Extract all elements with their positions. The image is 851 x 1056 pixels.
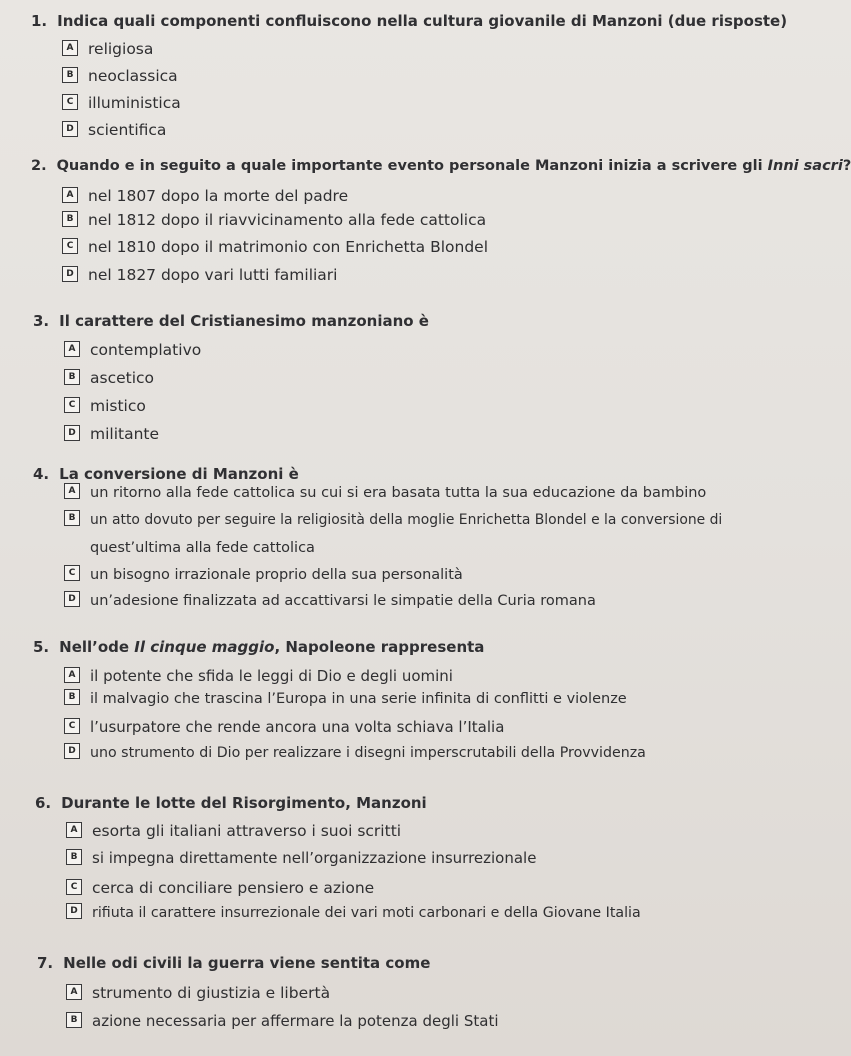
option-text: militante xyxy=(90,425,160,443)
option-text: nel 1810 dopo il matrimonio con Enrichetta Blondel xyxy=(88,238,488,256)
option-letter: A xyxy=(64,483,80,499)
question-text: La conversione di Manzoni è xyxy=(59,465,299,483)
question-number: 6. xyxy=(35,794,52,812)
option-letter: B xyxy=(62,211,78,227)
option-letter: C xyxy=(62,94,78,110)
question-text-end: ? xyxy=(842,158,851,174)
option-text: illuministica xyxy=(88,94,181,112)
option-b[interactable] xyxy=(66,849,536,867)
option-c[interactable] xyxy=(66,879,374,897)
option-d[interactable] xyxy=(64,593,596,609)
question-number: 4. xyxy=(33,465,50,483)
option-text: un bisogno irrazionale proprio della sua personalità xyxy=(90,567,463,583)
option-letter: D xyxy=(66,903,82,919)
option-d[interactable] xyxy=(62,121,166,139)
option-b[interactable] xyxy=(62,211,486,229)
option-letter: A xyxy=(66,984,82,1000)
option-text: contemplativo xyxy=(90,341,202,359)
option-letter: B xyxy=(64,689,80,705)
option-letter: B xyxy=(66,1012,82,1028)
option-text: neoclassica xyxy=(88,67,178,85)
option-text: quest’ultima alla fede cattolica xyxy=(90,540,315,556)
question-text: Nelle odi civili la guerra viene sentita come xyxy=(63,954,431,972)
option-text: scientifica xyxy=(88,121,167,139)
option-text: l’usurpatore che rende ancora una volta schiava l’Italia xyxy=(90,718,505,736)
question-number: 5. xyxy=(33,638,50,656)
option-b-continuation xyxy=(90,540,315,556)
question-title xyxy=(31,158,851,174)
option-letter: D xyxy=(64,425,80,441)
option-d[interactable] xyxy=(64,425,159,443)
option-c[interactable] xyxy=(62,238,488,256)
option-text: uno strumento di Dio per realizzare i disegni imperscrutabili della Provvidenza xyxy=(90,745,646,761)
question-title xyxy=(33,638,484,656)
question-text: Il carattere del Cristianesimo manzoniano è xyxy=(59,312,429,330)
option-text: cerca di conciliare pensiero e azione xyxy=(92,879,375,897)
option-letter: D xyxy=(62,121,78,137)
option-letter: C xyxy=(64,565,80,581)
option-text: si impegna direttamente nell’organizzazione insurrezionale xyxy=(92,849,537,867)
option-d[interactable] xyxy=(62,266,337,284)
option-d[interactable] xyxy=(64,745,646,761)
option-d[interactable] xyxy=(66,905,641,921)
option-b[interactable] xyxy=(64,369,154,387)
option-text: un’adesione finalizzata ad accattivarsi le simpatie della Curia romana xyxy=(90,593,596,609)
option-c[interactable] xyxy=(64,718,504,736)
question-text: Indica quali componenti confluiscono nella cultura giovanile di Manzoni (due risposte) xyxy=(57,12,788,30)
question-number: 7. xyxy=(37,954,54,972)
question-title xyxy=(33,465,299,483)
option-text: il potente che sfida le leggi di Dio e degli uomini xyxy=(90,667,453,685)
option-letter: B xyxy=(64,369,80,385)
option-letter: C xyxy=(62,238,78,254)
option-letter: A xyxy=(64,341,80,357)
option-letter: C xyxy=(64,718,80,734)
option-text: nel 1827 dopo vari lutti familiari xyxy=(88,266,338,284)
option-letter: C xyxy=(64,397,80,413)
question-number: 2. xyxy=(31,158,47,174)
option-letter: A xyxy=(64,667,80,683)
option-text: rifiuta il carattere insurrezionale dei vari moti carbonari e della Giovane Italia xyxy=(92,905,641,921)
question-title xyxy=(35,794,427,812)
option-a[interactable] xyxy=(64,667,453,685)
option-letter: A xyxy=(62,187,78,203)
question-text-italic: Il cinque maggio xyxy=(134,638,275,656)
question-number: 1. xyxy=(31,12,48,30)
option-letter: D xyxy=(62,266,78,282)
option-text: azione necessaria per affermare la potenza degli Stati xyxy=(92,1012,499,1030)
question-title xyxy=(37,954,430,972)
option-text: un ritorno alla fede cattolica su cui si era basata tutta la sua educazione da bambino xyxy=(90,485,707,501)
option-a[interactable] xyxy=(62,40,153,58)
option-text: strumento di giustizia e libertà xyxy=(92,984,331,1002)
question-text-end: , Napoleone rappresenta xyxy=(274,638,485,656)
option-text: nel 1812 dopo il riavvicinamento alla fede cattolica xyxy=(88,211,487,229)
question-text-italic: Inni sacri xyxy=(767,158,843,174)
option-a[interactable] xyxy=(64,485,706,501)
option-b[interactable] xyxy=(64,512,722,528)
option-a[interactable] xyxy=(66,984,330,1002)
option-b[interactable] xyxy=(62,67,178,85)
option-letter: B xyxy=(62,67,78,83)
option-text: un atto dovuto per seguire la religiosità della moglie Enrichetta Blondel e la conversione di xyxy=(90,512,723,528)
option-a[interactable] xyxy=(66,822,401,840)
question-title xyxy=(31,12,787,30)
option-c[interactable] xyxy=(62,94,181,112)
option-text: mistico xyxy=(90,397,146,415)
option-a[interactable] xyxy=(64,341,201,359)
option-b[interactable] xyxy=(66,1012,499,1030)
question-text: Durante le lotte del Risorgimento, Manzoni xyxy=(61,794,427,812)
option-c[interactable] xyxy=(64,397,146,415)
option-a[interactable] xyxy=(62,187,348,205)
option-b[interactable] xyxy=(64,691,627,707)
option-letter: D xyxy=(64,591,80,607)
option-text: il malvagio che trascina l’Europa in una serie infinita di conflitti e violenze xyxy=(90,691,627,707)
option-letter: B xyxy=(64,510,80,526)
option-letter: C xyxy=(66,879,82,895)
option-letter: A xyxy=(62,40,78,56)
question-number: 3. xyxy=(33,312,50,330)
option-letter: A xyxy=(66,822,82,838)
question-text: Nell’ode xyxy=(59,638,135,656)
option-text: esorta gli italiani attraverso i suoi scritti xyxy=(92,822,402,840)
question-title xyxy=(33,312,429,330)
option-letter: D xyxy=(64,743,80,759)
option-text: nel 1807 dopo la morte del padre xyxy=(88,187,349,205)
option-letter: B xyxy=(66,849,82,865)
option-c[interactable] xyxy=(64,567,463,583)
question-text: Quando e in seguito a quale importante evento personale Manzoni inizia a scrivere gli xyxy=(56,158,768,174)
option-text: ascetico xyxy=(90,369,155,387)
option-text: religiosa xyxy=(88,40,154,58)
